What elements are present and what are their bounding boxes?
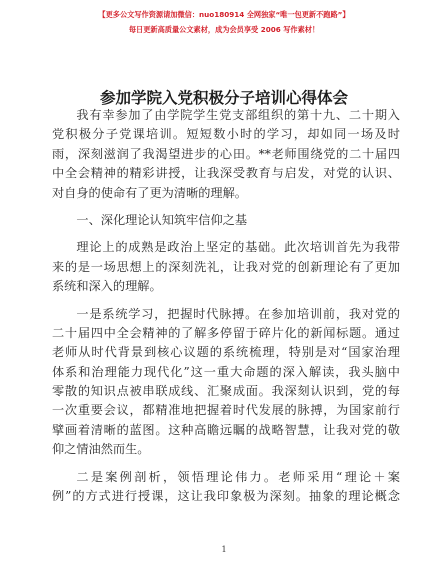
banner-line-1: 【更多公文写作资源请加微信：nuo180914 全网独家“唯一包更新不跑路”】	[98, 10, 350, 19]
body-line: 零散的知识点被串联成线、汇聚成面。我深刻认识到，党的每	[52, 384, 400, 399]
document-title: 参加学院入党积极分子培训心得体会	[99, 88, 348, 107]
body-line: 一次重要会议，都精准地把握着时代发展的脉搏，为国家前行	[52, 403, 400, 418]
body-line: 对自身的使命有了更为清晰的理解。	[52, 185, 247, 200]
banner-line-2: 每日更新高质量公文素材，成为会员享受 2006 写作素材！	[128, 25, 320, 34]
body-line: 二是案例剖析，领悟理论伟力。老师采用“理论＋案	[76, 469, 400, 484]
body-line: 来的是一场思想上的深刻洗礼，让我对党的创新理论有了更加	[52, 259, 400, 274]
body-line: 擘画着清晰的蓝图。这种高瞻远瞩的战略智慧，让我对党的敬	[52, 422, 400, 437]
body-line: 雨，深刻滋润了我渴望进步的心田。**老师围绕党的二十届四	[52, 146, 400, 161]
header-banner	[0, 10, 448, 35]
body-line: 二十届四中全会精神的了解多停留于碎片化的新闻标题。通过	[52, 325, 400, 340]
body-line: 体系和治理能力现代化”这一重大命题的深入解读，我头脑中	[52, 364, 400, 379]
body-line: 老师从时代背景到核心议题的系统梳理，特别是对“国家治理	[52, 345, 400, 360]
body-line: 系统和深入的理解。	[52, 279, 162, 294]
document-body	[52, 106, 400, 506]
body-line: 理论上的成熟是政治上坚定的基础。此次培训首先为我带	[76, 240, 400, 255]
section-heading: 一、深化理论认知筑牢信仰之基	[76, 212, 248, 227]
body-line: 我有幸参加了由学院学生党支部组织的第十九、二十期入	[76, 108, 400, 122]
body-line: 仰之情油然而生。	[52, 442, 150, 457]
body-line: 例”的方式进行授课，这让我印象极为深刻。抽象的理论概念	[52, 489, 400, 504]
page-number: 1	[221, 545, 227, 554]
body-line: 中全会精神的精彩讲授，让我深受教育与启发，对党的认识、	[52, 166, 400, 181]
body-line: 一是系统学习，把握时代脉搏。在参加培训前，我对党的	[76, 306, 400, 321]
body-line: 党积极分子党课培训。短短数小时的学习，却如同一场及时	[52, 127, 400, 142]
